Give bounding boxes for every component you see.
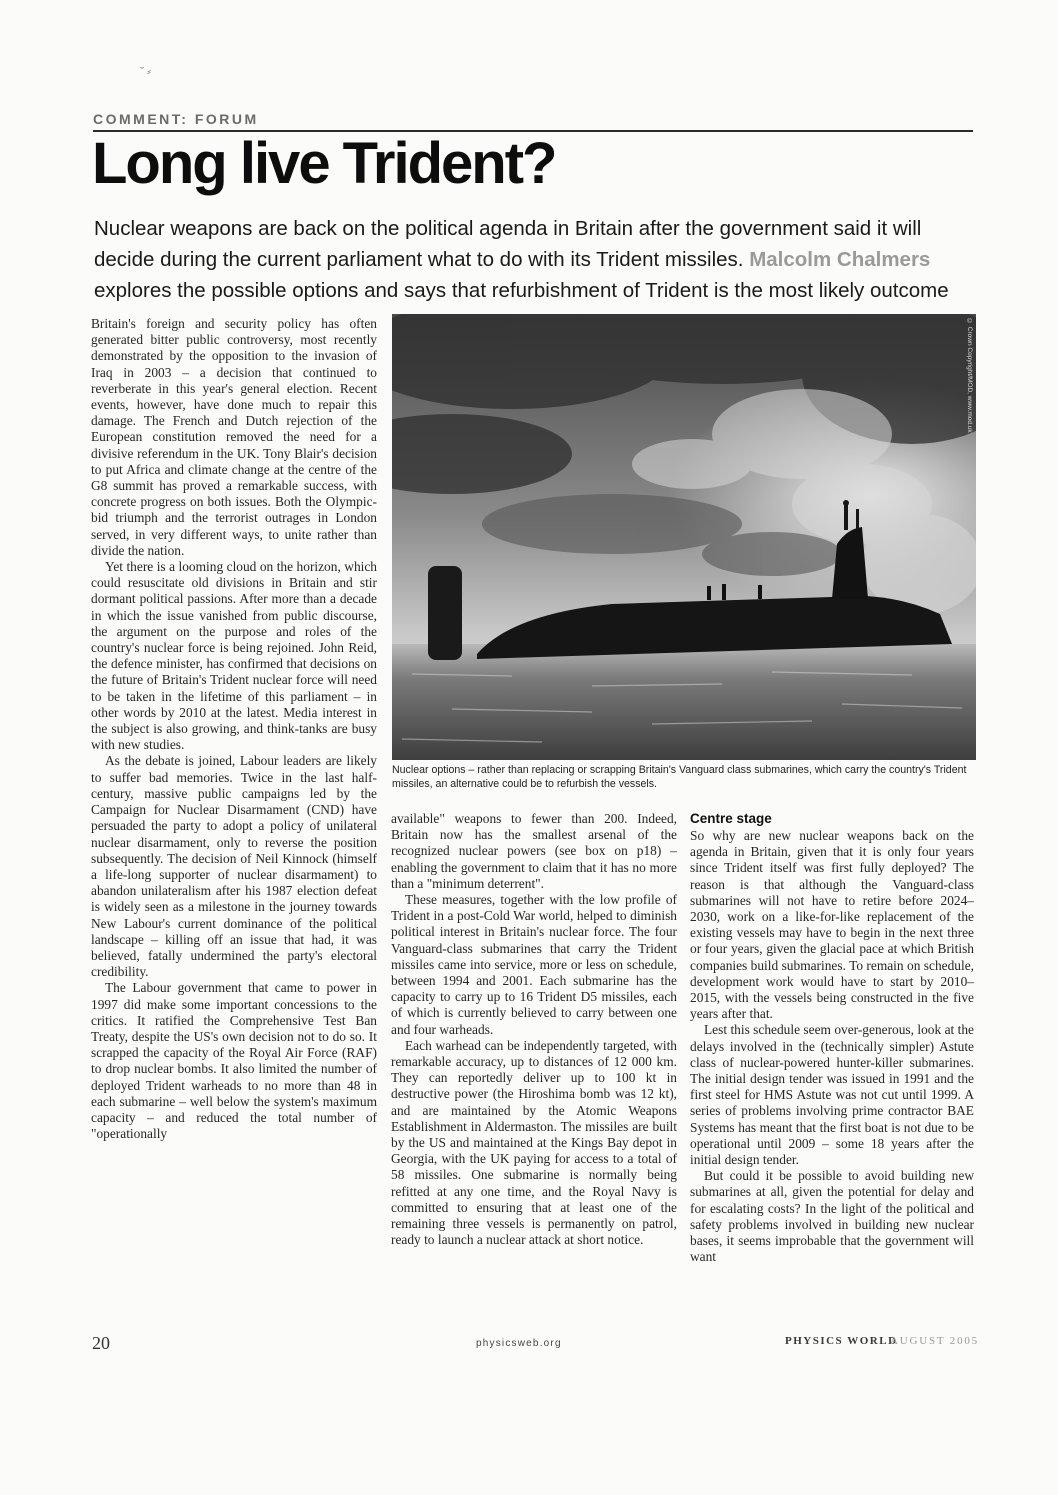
paragraph: Lest this schedule seem over-generous, look at the delays involved in the (technically simpler) Astute class of nuclear-powered hunter-killer submarines. The initial design tender was issued in 1991 and the first steel for HMS Astute was not cut until 1999. A series of problems involving prime contractor BAE Systems has meant that the first boat is not due to be operational until 2009 – some 18 years after the initial design tender.: [690, 1022, 974, 1168]
standfirst-text: Nuclear weapons are back on the political agenda in Britain after the government said it will decide during the current parliament what to do with its Trident missiles.: [94, 217, 922, 271]
body-column-1: [91, 316, 377, 1321]
standfirst-text-end: explores the possible options and says that refurbishment of Trident is the most likely outcome: [94, 279, 949, 302]
paragraph: available" weapons to fewer than 200. Indeed, Britain now has the smallest arsenal of the recognized nuclear powers (see box on p18) – enabling the government to claim that it has no more than a "minimum deterrent".: [391, 811, 677, 891]
scan-mark: ˘ ⸗: [140, 64, 151, 78]
paragraph: As the debate is joined, Labour leaders are likely to suffer bad memories. Twice in the last half-century, massive public campaigns led by the Campaign for Nuclear Disarmament (CND) have persuaded the party to adopt a policy of unilateral nuclear disarmament, only to reverse the position subsequently. The decision of Neil Kinnock (himself a life-long supporter of nuclear disarmament) to abandon unilateralism after his 1987 election defeat is widely seen as a milestone in the journey towards New Labour's current dominance of the political landscape – killing off an issue that had, it was believed, fatally undermined the party's electoral credibility.: [91, 753, 377, 980]
paragraph: So why are new nuclear weapons back on the agenda in Britain, given that it is only four years since Trident itself was first fully deployed? The reason is that although the Vanguard-class submarines will not have to retire before 2024–2030, work on a like-for-like replacement of the existing vessels may have to begin in the next three or four years, given the glacial pace at which British companies build submarines. To remain on schedule, development work would have to start by 2010–2015, with the vessels being constructed in the five years after that.: [690, 828, 974, 1022]
body-column-3: [690, 811, 974, 1323]
standfirst: [94, 213, 979, 306]
footer-url: physicsweb.org: [476, 1338, 562, 1349]
photo-caption: Nuclear options – rather than replacing or scrapping Britain's Vanguard class submarines, which carry the country's Trident missiles, an alternative could be to refurbish the vessels.: [392, 764, 967, 790]
subheading: Centre stage: [690, 811, 772, 826]
photo-credit: © Crown Copyright/MOD, www.mod.uk: [966, 318, 973, 433]
paragraph: Each warhead can be independently targeted, with remarkable accuracy, up to distances of 12 000 km. They can reportedly deliver up to 100 kt in destructive power (the Hiroshima bomb was 12 kt), and are maintained by the Atomic Weapons Establishment in Aldermaston. The missiles are built by the US and maintained at the Kings Bay depot in Georgia, with the UK paying for access to a total of 58 missiles. One submarine is normally being refitted at any one time, and the Royal Navy is committed to ensuring that at least one of the remaining three vessels is permanently on patrol, ready to launch a nuclear attack at short notice.: [391, 1037, 677, 1248]
section-label: COMMENT: FORUM: [93, 111, 259, 127]
paragraph: But could it be possible to avoid building new submarines at all, given the potential for delay and for escalating costs? In the light of the political and safety problems involved in building new nuclear bases, it seems improbable that the government will want: [690, 1168, 974, 1265]
paragraph: Britain's foreign and security policy has often generated bitter public controversy, most recently demonstrated by the opposition to the invasion of Iraq in 2003 – a decision that continued to reverberate in this year's general election. Recent events, however, have done much to repair this damage. The French and Dutch rejection of the European constitution removed the need for a divisive referendum in the UK. Tony Blair's decision to put Africa and climate change at the centre of the G8 summit has proved a remarkable success, with concrete progress on both issues. Both the Olympic-bid triumph and the terrorist outrages in London served, in very different ways, to unite rather than divide the nation.: [91, 316, 377, 558]
author-name: Malcolm Chalmers: [749, 248, 931, 271]
headline: Long live Trident?: [92, 131, 556, 196]
paragraph: These measures, together with the low profile of Trident in a post-Cold War world, helped to diminish political interest in Britain's nuclear force. The four Vanguard-class submarines that carry the Trident missiles came into service, more or less on schedule, between 1994 and 2001. Each submarine has the capacity to carry up to 16 Trident D5 missiles, each of which is currently believed to carry between one and four warheads.: [391, 892, 677, 1037]
issue-date: AUGUST 2005: [890, 1335, 979, 1347]
paragraph: The Labour government that came to power in 1997 did make some important concessions to the critics. It ratified the Comprehensive Test Ban Treaty, despite the US's own decision not to do so. It scrapped the capacity of the Royal Air Force (RAF) to drop nuclear bombs. It also limited the number of deployed Trident warheads to no more than 48 in each submarine – well below the system's maximum capacity – and reduced the total number of "operationally: [91, 980, 377, 1142]
journal-name: PHYSICS WORLD: [785, 1335, 898, 1347]
page-number: 20: [92, 1333, 110, 1353]
submarine-photo-graphic: [392, 314, 976, 760]
body-column-2: [391, 811, 677, 1323]
paragraph: Yet there is a looming cloud on the horizon, which could resuscitate old divisions in Britain and stir dormant political passions. After more than a decade in which the issue vanished from public discourse, the argument on the purpose and roles of the country's nuclear force is being rejoined. John Reid, the defence minister, has confirmed that decisions on the future of Britain's Trident nuclear force will need to be taken in the lifetime of this parliament – in other words by 2010 at the latest. Media interest in the subject is also growing, and think-tanks are busy with new studies.: [91, 559, 377, 753]
submarine-photo: [392, 314, 976, 760]
